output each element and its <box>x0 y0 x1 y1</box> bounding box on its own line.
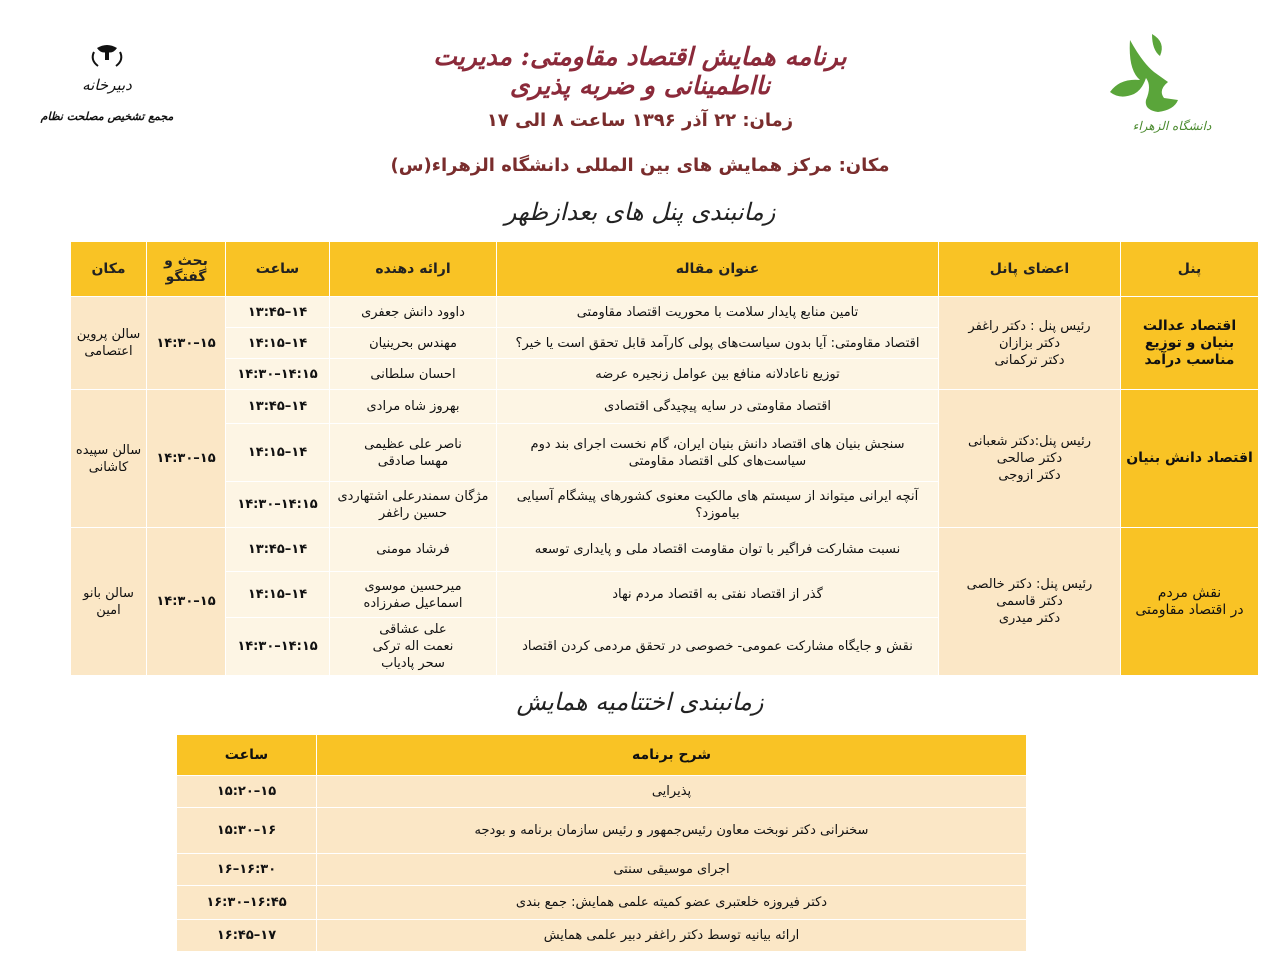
table-row <box>177 808 1027 854</box>
time-slot: ۱۴–۱۳:۴۵ <box>226 297 330 328</box>
presenter: بهروز شاه مرادی <box>330 390 497 424</box>
panel-name: اقتصاد دانش بنیان <box>1121 390 1259 528</box>
article-title: آنچه ایرانی میتواند از سیستم های مالکیت معنوی کشورهای پیشگام آسیایی بیاموزد؟ <box>497 482 939 528</box>
program-desc: ارائه بیانیه توسط دکتر راغفر دبیر علمی همایش <box>317 920 1027 952</box>
event-place: مکان: مرکز همایش های بین المللی دانشگاه الزهراء(س) <box>390 155 890 176</box>
header-desc: شرح برنامه <box>317 735 1027 776</box>
program-desc: اجرای موسیقی سنتی <box>317 854 1027 886</box>
location: سالن بانو امین <box>71 528 147 676</box>
header-discussion: بحث و گفتگو <box>147 242 226 297</box>
presenter: مهندس بحرینیان <box>330 328 497 359</box>
table-row <box>177 776 1027 808</box>
table-row <box>71 528 1259 572</box>
nezam-emblem-icon <box>40 40 174 150</box>
table-row <box>71 390 1259 424</box>
event-time: زمان: ۲۲ آذر ۱۳۹۶ ساعت ۸ الی ۱۷ <box>486 110 794 131</box>
header-presenter: ارائه دهنده <box>330 242 497 297</box>
time-slot: ۱۴:۱۵–۱۴:۳۰ <box>226 482 330 528</box>
header-panel: پنل <box>1121 242 1259 297</box>
table-row <box>177 886 1027 920</box>
closing-table <box>176 734 1027 952</box>
program-desc: پذیرایی <box>317 776 1027 808</box>
time-slot: ۱۴–۱۴:۱۵ <box>226 572 330 618</box>
panel-members: رئیس پنل : دکتر راغفر دکتر بزازان دکتر ترکمانی <box>939 297 1121 390</box>
program-time: ۱۶:۳۰–۱۶ <box>177 854 317 886</box>
alzahra-logo-icon <box>1092 30 1232 140</box>
presenter: علی عشاقی نعمت اله ترکی سحر پادیاب <box>330 618 497 676</box>
time-slot: ۱۴–۱۴:۱۵ <box>226 328 330 359</box>
header-time: ساعت <box>226 242 330 297</box>
alzahra-logo-text: دانشگاه الزهراء <box>1132 119 1212 133</box>
presenter: میرحسین موسوی اسماعیل صفرزاده <box>330 572 497 618</box>
page-header <box>0 0 1280 235</box>
article-title: نقش و جایگاه مشارکت عمومی- خصوصی در تحقق مردمی کردن اقتصاد <box>497 618 939 676</box>
emblem-text-1: دبیرخانه <box>82 76 132 94</box>
location: سالن سپیده کاشانی <box>71 390 147 528</box>
header-closing-time: ساعت <box>177 735 317 776</box>
article-title: تامین منابع پایدار سلامت با محوریت اقتصاد مقاومتی <box>497 297 939 328</box>
header-location: مکان <box>71 242 147 297</box>
page-title: برنامه همایش اقتصاد مقاومتی: مدیریت نااطمینانی و ضربه پذیری <box>433 42 847 100</box>
panel-name: اقتصاد عدالت بنیان و توزیع مناسب درآمد <box>1121 297 1259 390</box>
time-slot: ۱۴–۱۳:۴۵ <box>226 528 330 572</box>
article-title: اقتصاد مقاومتی: آیا بدون سیاست‌های پولی کارآمد قابل تحقق است یا خیر؟ <box>497 328 939 359</box>
program-time: ۱۵–۱۵:۲۰ <box>177 776 317 808</box>
panels-section-title: زمانبندی پنل های بعدازظهر <box>504 198 776 226</box>
panel-name: نقش مردم در اقتصاد مقاومتی <box>1121 528 1259 676</box>
article-title: نسبت مشارکت فراگیر با توان مقاومت اقتصاد ملی و پایداری توسعه <box>497 528 939 572</box>
header-article: عنوان مقاله <box>497 242 939 297</box>
presenter: داوود دانش جعفری <box>330 297 497 328</box>
table-row <box>177 854 1027 886</box>
program-desc: دکتر فیروزه خلعتبری عضو کمیته علمی همایش: جمع بندی <box>317 886 1027 920</box>
table-row <box>71 297 1259 328</box>
panels-table <box>70 241 1259 676</box>
time-slot: ۱۴:۱۵–۱۴:۳۰ <box>226 618 330 676</box>
article-title: توزیع ناعادلانه منافع بین عوامل زنجیره عرضه <box>497 359 939 390</box>
panel-members: رئیس پنل: دکتر خالصی دکتر قاسمی دکتر میدری <box>939 528 1121 676</box>
program-time: ۱۷–۱۶:۴۵ <box>177 920 317 952</box>
article-title: اقتصاد مقاومتی در سایه پیچیدگی اقتصادی <box>497 390 939 424</box>
program-time: ۱۶:۴۵–۱۶:۳۰ <box>177 886 317 920</box>
presenter: ناصر علی عظیمی مهسا صادقی <box>330 424 497 482</box>
time-slot: ۱۴:۱۵–۱۴:۳۰ <box>226 359 330 390</box>
discussion-time: ۱۵–۱۴:۳۰ <box>147 528 226 676</box>
panels-header-row <box>71 242 1259 297</box>
discussion-time: ۱۵–۱۴:۳۰ <box>147 390 226 528</box>
time-slot: ۱۴–۱۴:۱۵ <box>226 424 330 482</box>
closing-header-row <box>177 735 1027 776</box>
presenter: احسان سلطانی <box>330 359 497 390</box>
table-row <box>177 920 1027 952</box>
presenter: فرشاد مومنی <box>330 528 497 572</box>
discussion-time: ۱۵–۱۴:۳۰ <box>147 297 226 390</box>
location: سالن پروین اعتصامی <box>71 297 147 390</box>
closing-section-title: زمانبندی اختتامیه همایش <box>516 688 764 716</box>
time-slot: ۱۴–۱۳:۴۵ <box>226 390 330 424</box>
panel-members: رئیس پنل:دکتر شعبانی دکتر صالحی دکتر ازوجی <box>939 390 1121 528</box>
program-time: ۱۶–۱۵:۳۰ <box>177 808 317 854</box>
article-title: سنجش بنیان های اقتصاد دانش بنیان ایران، گام نخست اجرای بند دوم سیاست‌های کلی اقتصاد مقاومتی <box>497 424 939 482</box>
article-title: گذر از اقتصاد نفتی به اقتصاد مردم نهاد <box>497 572 939 618</box>
emblem-text-2: مجمع تشخیص مصلحت نظام <box>40 110 174 123</box>
program-desc: سخنرانی دکتر نوبخت معاون رئیس‌جمهور و رئیس سازمان برنامه و بودجه <box>317 808 1027 854</box>
header-members: اعضای پانل <box>939 242 1121 297</box>
presenter: مژگان سمندرعلی اشتهاردی حسین راغفر <box>330 482 497 528</box>
